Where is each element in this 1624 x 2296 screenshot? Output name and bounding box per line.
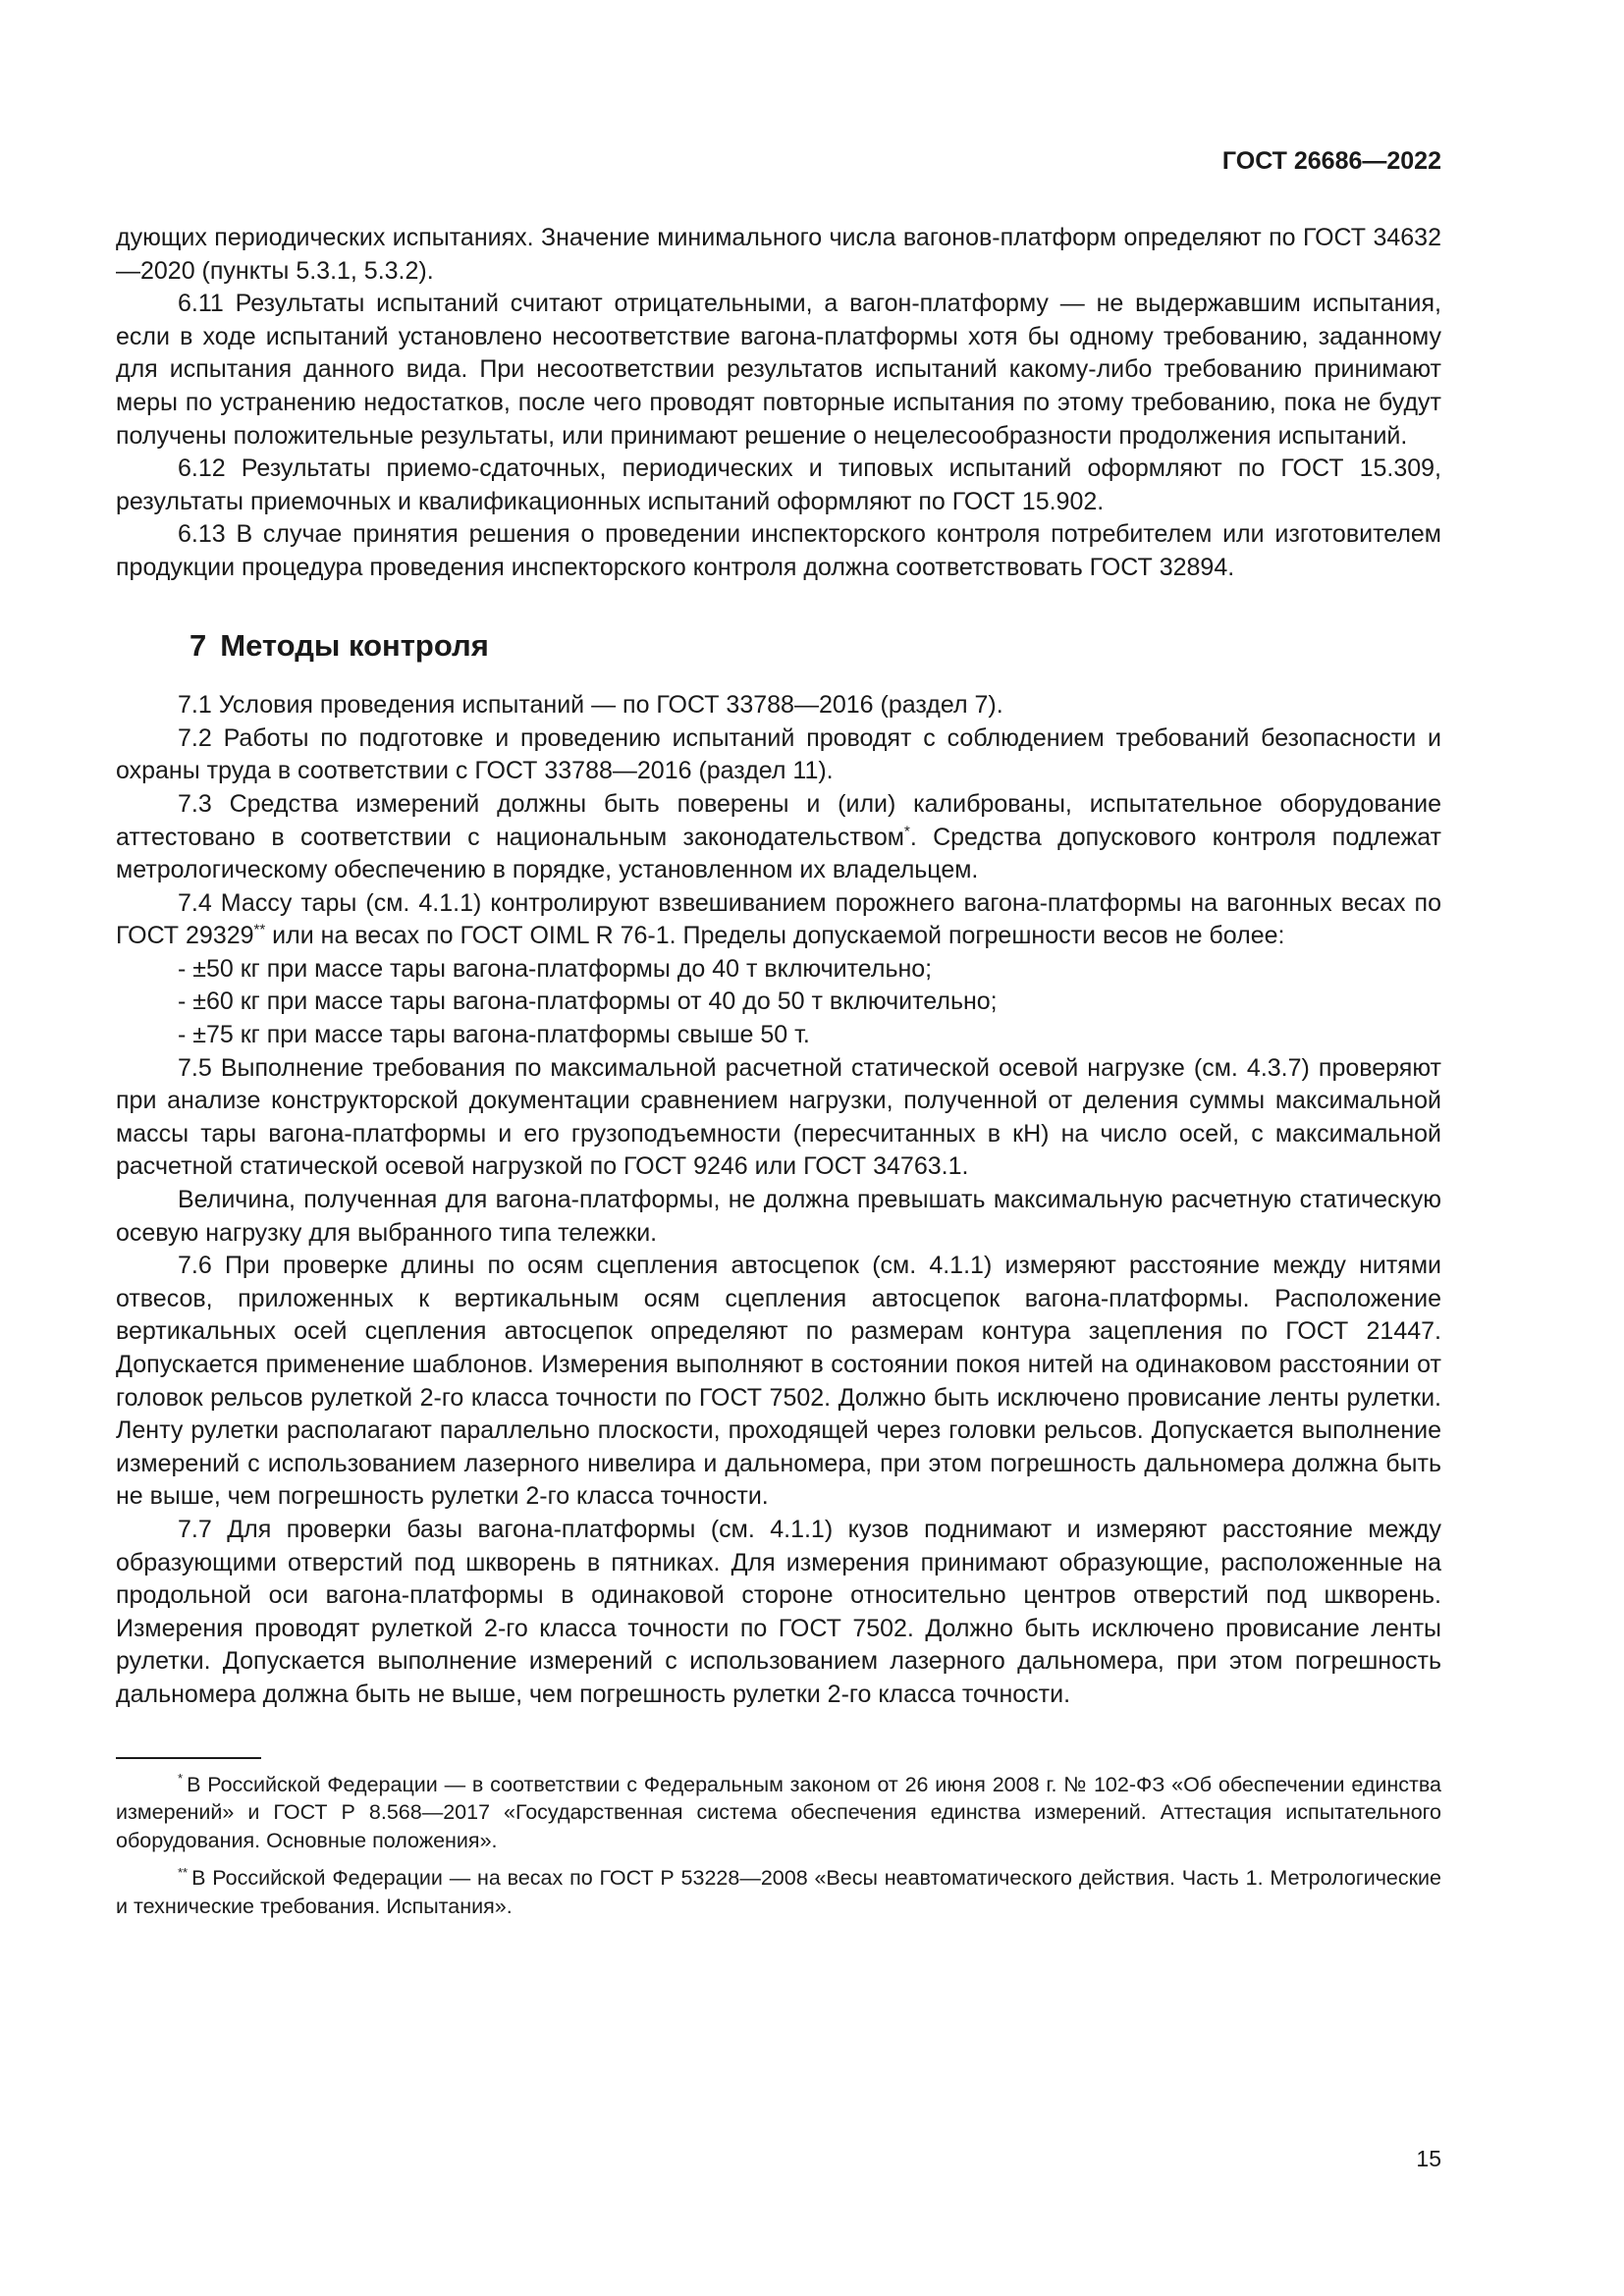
paragraph-7-7: 7.7 Для проверки базы вагона-платформы (см. 4.1.1) кузов поднимают и измеряют расстояние между образующими отверстий под шкворень в пятниках. Для измерения принимают образующие, расположенные на продольной оси вагона-платформы в одинаковой стороне относительно центров отверстий под шкворень. Измерения проводят рулеткой 2-го класса точности по ГОСТ 7502. Должно быть исключено провисание ленты рулетки. Допускается выполнение измерений с использованием лазерного дальномера, при этом погрешность дальномера должна быть не выше, чем погрешность рулетки 2-го класса точности. [116, 1515, 1441, 1708]
footnote-reference-1[interactable]: * [903, 823, 910, 840]
paragraph-7-1: 7.1 Условия проведения испытаний — по ГОСТ 33788—2016 (раздел 7). [178, 691, 1003, 720]
section-number: 7 [189, 627, 207, 663]
footnote-1-text: В Российской Федерации — в соответствии с Федеральным законом от 26 июня 2008 г. № 102-ФЗ «Об обеспечении единства измерений» и ГОСТ Р 8.568—2017 «Государственная система обеспечения единства измерений. Аттестация испытательного оборудования. Основные положения». [116, 1772, 1441, 1852]
footnote-2-text: В Российской Федерации — на весах по ГОСТ Р 53228—2008 «Весы неавтоматического действия. Часть 1. Метрологические и технические требования. Испытания». [116, 1866, 1441, 1918]
section-heading [116, 629, 1441, 663]
paragraph-6-11: 6.11 Результаты испытаний считают отрицательными, а вагон-платформу — не выдержавшим испытания, если в ходе испытаний установлено несоответствие вагона-платформы хотя бы одному требованию, заданному для испытания данного вида. При несоответствии результатов испытаний какому-либо требованию принимают меры по устранению недостатков, после чего проводят повторные испытания по этому требованию, пока не будут получены положительные результаты, или принимают решение о нецелесообразности продолжения испытаний. [116, 290, 1441, 450]
footnote-1-marker: * [178, 1771, 184, 1787]
paragraph-7-3-text-a: 7.3 Средства измерений должны быть поверены и (или) калиброваны, испытательное оборудование аттестовано в соответствии с национальным законодательством [116, 789, 1441, 851]
footnote-2-marker: ** [178, 1864, 189, 1880]
paragraph-7-4-text-a: 7.4 Массу тары (см. 4.1.1) контролируют взвешиванием порожнего вагона-платформы на вагонных весах по ГОСТ 29329 [116, 888, 1441, 950]
paragraph-7-6: 7.6 При проверке длины по осям сцепления автосцепок (см. 4.1.1) измеряют расстояние между нитями отвесов, приложенных к вертикальным осям сцепления автосцепок вагона-платформы. Расположение вертикальных осей сцепления автосцепок определяют по размерам контура зацепления по ГОСТ 21447. Допускается применение шаблонов. Измерения выполняют в состоянии покоя нитей на одинаковом расстоянии от головок рельсов рулеткой 2-го класса точности по ГОСТ 7502. Должно быть исключено провисание ленты рулетки. Ленту рулетки располагают параллельно плоскости, проходящей через головки рельсов. Допускается выполнение измерений с использованием лазерного нивелира и дальномера, при этом погрешность дальномера должна быть не выше, чем погрешность рулетки 2-го класса точности. [116, 1252, 1441, 1511]
dash-list-item: - ±50 кг при массе тары вагона-платформы до 40 т включительно; [178, 954, 933, 983]
footnote-reference-2[interactable]: ** [253, 921, 266, 938]
paragraph-7-5: 7.5 Выполнение требования по максимальной расчетной статической осевой нагрузке (см. 4.3.7) проверяют при анализе конструкторской документации сравнением нагрузки, полученной от деления суммы максимальной массы тары вагона-платформы и его грузоподъемности (пересчитанных в кН) на число осей, с максимальной расчетной статической осевой нагрузкой по ГОСТ 9246 или ГОСТ 34763.1. [116, 1053, 1441, 1181]
dash-list-item: - ±60 кг при массе тары вагона-платформы от 40 до 50 т включительно; [178, 988, 998, 1016]
page-content [116, 222, 1441, 1930]
page-number: 15 [1416, 2146, 1441, 2171]
footnote-1 [116, 1771, 1441, 1855]
paragraph-6-12: 6.12 Результаты приемо-сдаточных, периодических и типовых испытаний оформляют по ГОСТ 15.309, результаты приемочных и квалификационных испытаний оформляют по ГОСТ 15.902. [116, 454, 1441, 515]
paragraph-7-4 [116, 887, 1441, 953]
footnote-2 [116, 1864, 1441, 1920]
paragraph-7-5-continuation: Величина, полученная для вагона-платформы, не должна превышать максимальную расчетную статическую осевую нагрузку для выбранного типа тележки. [116, 1186, 1441, 1247]
paragraph-7-2: 7.2 Работы по подготовке и проведению испытаний проводят с соблюдением требований безопасности и охраны труда в соответствии с ГОСТ 33788—2016 (раздел 11). [116, 723, 1441, 785]
document-code-header: ГОСТ 26686—2022 [1221, 147, 1441, 175]
section-title: Методы контроля [220, 627, 489, 663]
dash-list-item: - ±75 кг при массе тары вагона-платформы свыше 50 т. [178, 1021, 810, 1049]
paragraph-7-3 [116, 788, 1441, 887]
paragraph-7-4-text-b: или на весах по ГОСТ OIML R 76-1. Пределы допускаемой погрешности весов не более: [265, 922, 1285, 950]
footnote-divider [116, 1757, 261, 1759]
paragraph-continuation: дующих периодических испытаниях. Значение минимального числа вагонов-платформ определяют по ГОСТ 34632—2020 (пункты 5.3.1, 5.3.2). [116, 224, 1441, 285]
paragraph-7-3-text-b: . Средства допускового контроля подлежат метрологическому обеспечению в порядке, установленном их владельцем. [116, 823, 1442, 884]
paragraph-6-13: 6.13 В случае принятия решения о проведении инспекторского контроля потребителем или изготовителем продукции процедура проведения инспекторского контроля должна соответствовать ГОСТ 32894. [116, 520, 1441, 581]
